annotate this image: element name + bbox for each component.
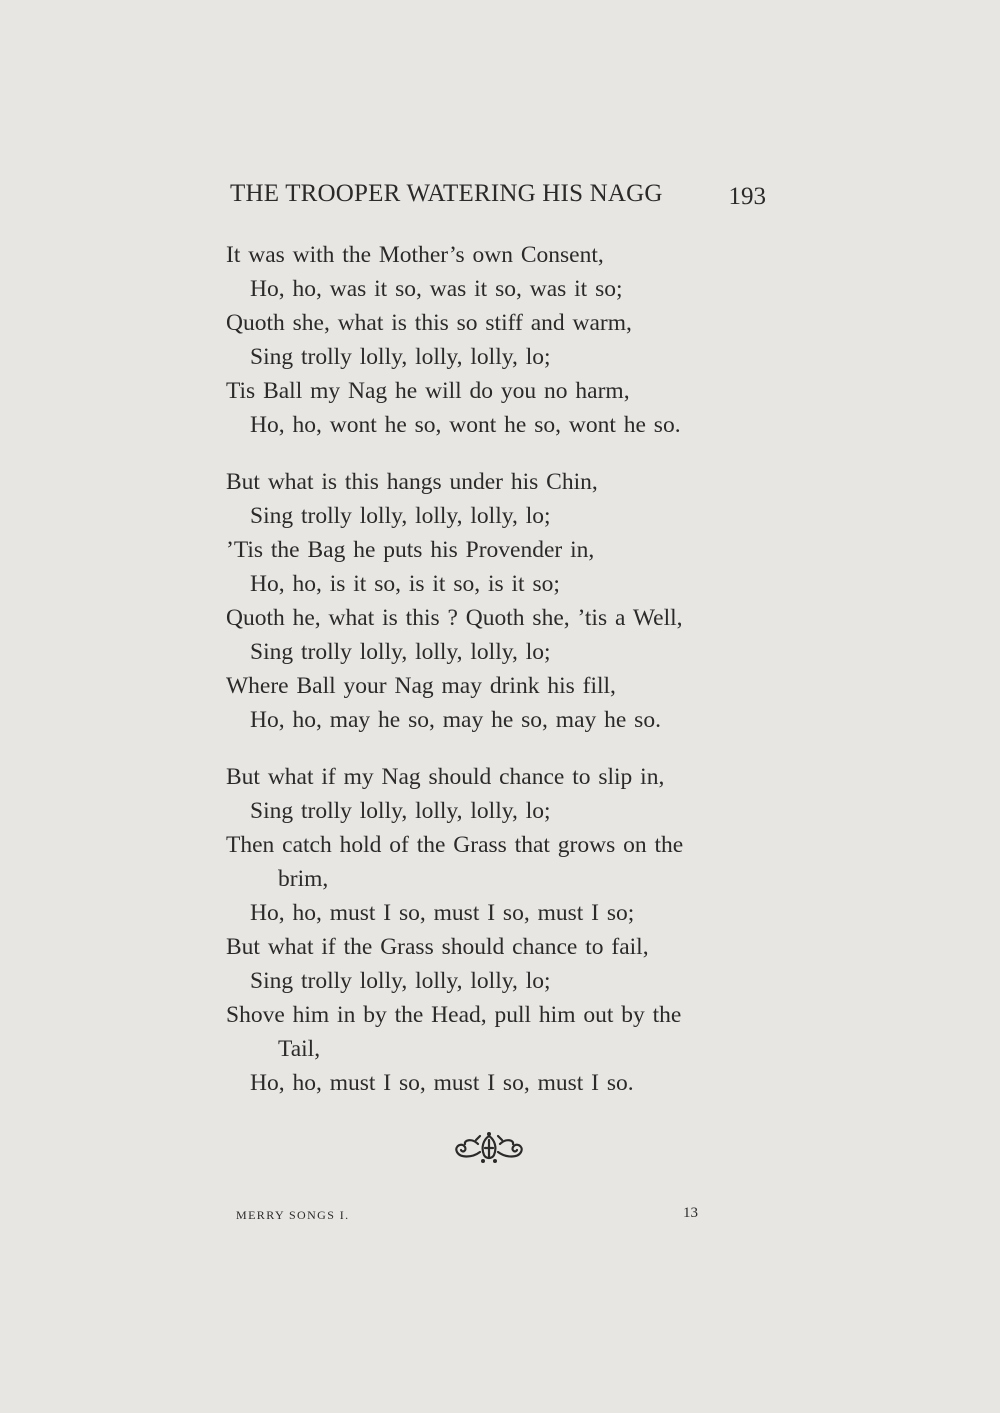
running-title: THE TROOPER WATERING HIS NAGG <box>230 180 663 207</box>
verse-line: Shove him in by the Head, pull him out by the <box>226 1002 682 1028</box>
verse-line: Sing trolly lolly, lolly, lolly, lo; <box>250 639 551 665</box>
verse-line-continuation: brim, <box>278 866 329 892</box>
verse-line: Ho, ho, must I so, must I so, must I so; <box>250 900 635 926</box>
stanza-3 <box>226 760 786 1100</box>
verse-line: Quoth he, what is this ? Quoth she, ’tis a Well, <box>226 605 683 631</box>
verse-line: But what is this hangs under his Chin, <box>226 469 598 495</box>
signature-mark: MERRY SONGS I. <box>236 1208 350 1222</box>
stanza-2 <box>226 465 786 737</box>
verse-line: Sing trolly lolly, lolly, lolly, lo; <box>250 503 551 529</box>
verse-line: Then catch hold of the Grass that grows on the <box>226 832 684 858</box>
running-header <box>230 180 770 220</box>
verse-line: Quoth she, what is this so stiff and warm, <box>226 310 632 336</box>
verse-line: ’Tis the Bag he puts his Provender in, <box>226 537 595 563</box>
signature-number: 13 <box>683 1205 698 1221</box>
verse-line: Ho, ho, must I so, must I so, must I so. <box>250 1070 634 1096</box>
verse-line-continuation: Tail, <box>278 1036 321 1062</box>
verse-line: Sing trolly lolly, lolly, lolly, lo; <box>250 968 551 994</box>
verse-line: It was with the Mother’s own Consent, <box>226 242 604 268</box>
verse-line: But what if the Grass should chance to fail, <box>226 934 649 960</box>
verse-line: Ho, ho, may he so, may he so, may he so. <box>250 707 661 733</box>
fleuron-ornament-icon <box>450 1128 528 1168</box>
poem <box>226 238 786 1123</box>
page-number: 193 <box>728 183 766 210</box>
verse-line: Ho, ho, is it so, is it so, is it so; <box>250 571 560 597</box>
verse-line: Sing trolly lolly, lolly, lolly, lo; <box>250 344 551 370</box>
verse-line: Ho, ho, wont he so, wont he so, wont he so. <box>250 412 681 438</box>
verse-line: Where Ball your Nag may drink his fill, <box>226 673 616 699</box>
stanza-1 <box>226 238 786 442</box>
verse-line: But what if my Nag should chance to slip in, <box>226 764 665 790</box>
verse-line: Ho, ho, was it so, was it so, was it so; <box>250 276 623 302</box>
verse-line: Sing trolly lolly, lolly, lolly, lo; <box>250 798 551 824</box>
verse-line: Tis Ball my Nag he will do you no harm, <box>226 378 630 404</box>
